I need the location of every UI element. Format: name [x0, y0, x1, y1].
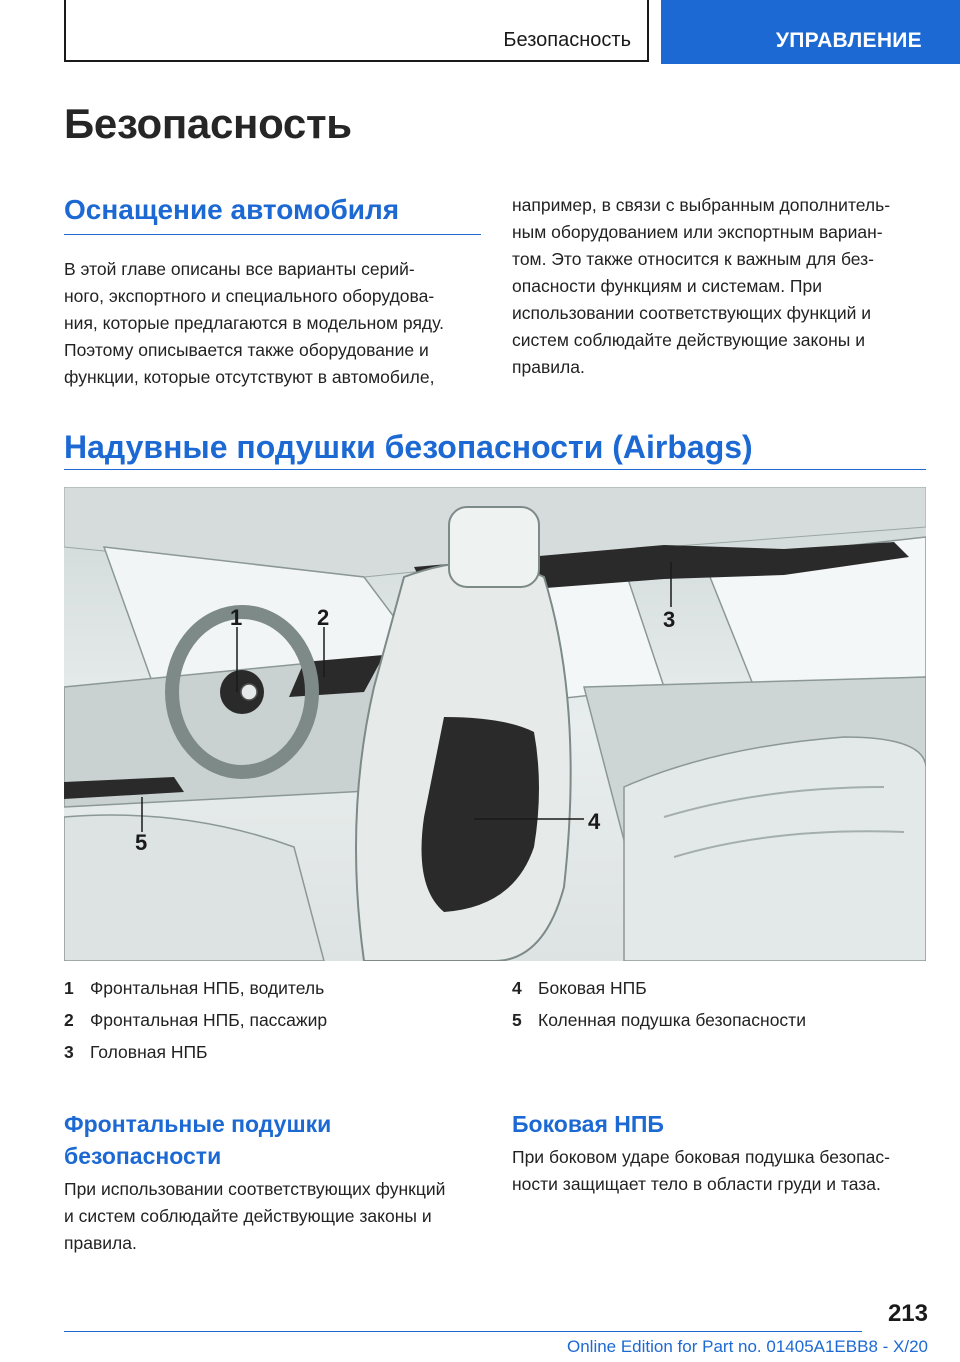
callout-5: 5	[135, 830, 148, 855]
legend-text: Коленная подушка безопасности	[538, 1010, 806, 1030]
text-line: использовании соответствующих функций и	[512, 303, 872, 323]
section-tab	[64, 0, 649, 62]
footer-edition: Online Edition for Part no. 01405A1EBB8 - X/20	[566, 1337, 928, 1356]
legend-item	[64, 1009, 327, 1031]
text-line: ния, которые предлагаются в модельном ряду.	[64, 313, 444, 333]
text-line: При боковом ударе боковая подушка безопас-	[512, 1147, 890, 1167]
legend-text: Боковая НПБ	[538, 978, 647, 998]
airbag-diagram	[64, 487, 926, 961]
text-line: При использовании соответствующих функций	[64, 1179, 446, 1199]
legend-number: 2	[64, 1010, 74, 1030]
equipment-text-right	[512, 192, 932, 381]
legend-item	[512, 977, 647, 999]
text-line: правила.	[64, 1233, 137, 1253]
front-airbags-heading	[64, 1108, 331, 1172]
side-airbag-heading: Боковая НПБ	[512, 1111, 664, 1137]
front-airbags-text	[64, 1176, 489, 1257]
text-line: систем соблюдайте действующие законы и	[512, 330, 865, 350]
callout-3: 3	[663, 607, 676, 632]
equipment-heading: Оснащение автомобиля	[64, 194, 400, 225]
text-line: и систем соблюдайте действующие законы и	[64, 1206, 432, 1226]
text-line: ности защищает тело в области груди и таза.	[512, 1174, 881, 1194]
callout-2: 2	[317, 605, 330, 630]
chapter-tab	[661, 0, 960, 64]
text-line: В этой главе описаны все варианты серий-	[64, 259, 415, 279]
footer-rule	[64, 1331, 862, 1332]
page-title: Безопасность	[64, 100, 352, 147]
legend-text: Фронтальная НПБ, пассажир	[90, 1010, 328, 1030]
text-line: ного, экспортного и специального оборудова-	[64, 286, 435, 306]
side-airbag-text	[512, 1144, 937, 1198]
callout-4: 4	[588, 809, 601, 834]
chapter-tab-label: УПРАВЛЕНИЕ	[775, 29, 922, 52]
legend-item	[512, 1009, 806, 1031]
legend-item	[64, 977, 324, 999]
legend-number: 5	[512, 1010, 522, 1030]
section-tab-label: Безопасность	[503, 29, 631, 51]
text-line: том. Это также относится к важным для без-	[512, 249, 874, 269]
airbags-rule	[64, 469, 926, 470]
heading-line: Фронтальные подушки	[64, 1111, 332, 1137]
legend-number: 4	[512, 978, 522, 998]
text-line: например, в связи с выбранным дополнитель-	[512, 195, 891, 215]
equipment-rule	[64, 234, 481, 235]
text-line: правила.	[512, 357, 585, 377]
airbags-heading: Надувные подушки безопасности (Airbags)	[64, 429, 753, 465]
legend-text: Головная НПБ	[90, 1042, 208, 1062]
heading-line: безопасности	[64, 1143, 222, 1169]
text-line: опасности функциям и системам. При	[512, 276, 823, 296]
car-interior-illustration	[64, 487, 926, 961]
callout-1: 1	[230, 605, 243, 630]
text-line: ным оборудованием или экспортным вариан-	[512, 222, 883, 242]
legend-number: 3	[64, 1042, 74, 1062]
text-line: Поэтому описывается также оборудование и	[64, 340, 429, 360]
page-number: 213	[887, 1300, 928, 1327]
legend-item	[64, 1041, 208, 1063]
legend-text: Фронтальная НПБ, водитель	[90, 978, 325, 998]
legend-number: 1	[64, 978, 74, 998]
equipment-text-left	[64, 256, 489, 391]
text-line: функции, которые отсутствуют в автомобиле,	[64, 367, 435, 387]
